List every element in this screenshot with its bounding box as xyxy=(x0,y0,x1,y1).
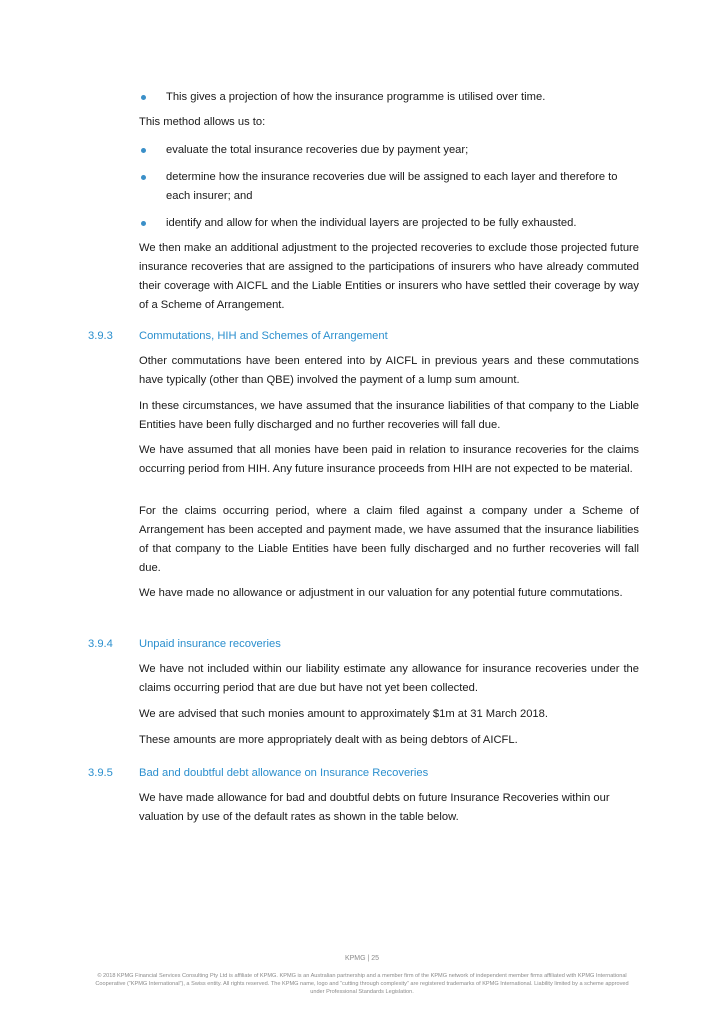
bullet-icon xyxy=(141,95,146,100)
section-number: 3.9.5 xyxy=(88,767,113,779)
paragraph: In these circumstances, we have assumed that the insurance liabilities of that company to the Liable Entities have been fully discharged and no further recoveries will fall due. xyxy=(139,400,639,431)
paragraph: We are advised that such monies amount to approximately $1m at 31 March 2018. xyxy=(139,708,548,720)
paragraph: These amounts are more appropriately dealt with as being debtors of AICFL. xyxy=(139,734,518,746)
section-title: Commutations, HIH and Schemes of Arrangement xyxy=(139,330,388,342)
bullet-icon xyxy=(141,175,146,180)
section-number: 3.9.3 xyxy=(88,330,113,342)
method-intro: This method allows us to: xyxy=(139,116,266,128)
list-item: determine how the insurance recoveries due will be assigned to each layer and therefore to each insurer; and xyxy=(139,168,639,206)
list-item: evaluate the total insurance recoveries due by payment year; xyxy=(139,141,639,160)
paragraph: We have not included within our liability estimate any allowance for insurance recoveries under the claims occurring period that are due but have not yet been collected. xyxy=(139,663,639,694)
bullet-icon xyxy=(141,221,146,226)
paragraph: For the claims occurring period, where a claim filed against a company under a Scheme of Arrangement has been accepted and payment made, we have assumed that the insurance liabilities of that company to the Liable Entities have been fully discharged and no further recoveries will fall due. xyxy=(139,505,639,574)
paragraph: We have made allowance for bad and doubtful debts on future Insurance Recoveries within our valuation by use of the default rates as shown in the table below. xyxy=(139,792,610,823)
adjustment-paragraph: We then make an additional adjustment to the projected recoveries to exclude those projected future insurance recoveries that are assigned to the participations of insurers who have already commuted their coverage with AICFL and the Liable Entities or insurers who have settled their coverage by way of a Scheme of Arrangement. xyxy=(139,242,639,311)
list-item: This gives a projection of how the insurance programme is utilised over time. xyxy=(139,88,639,107)
page-number: KPMG | 25 xyxy=(344,955,380,962)
bullet-icon xyxy=(141,148,146,153)
paragraph: We have assumed that all monies have been paid in relation to insurance recoveries for the claims occurring period from HIH. Any future insurance proceeds from HIH are not expected to be material. xyxy=(139,444,639,475)
paragraph: Other commutations have been entered into by AICFL in previous years and these commutations have typically (other than QBE) involved the payment of a lump sum amount. xyxy=(139,355,639,386)
section-title: Unpaid insurance recoveries xyxy=(139,638,281,650)
section-number: 3.9.4 xyxy=(88,638,113,650)
legal-notice: © 2018 KPMG Financial Services Consulting Pty Ltd is affiliate of KPMG. KPMG is an Australian partnership and a member firm of the KPMG network of independent member firms affiliated with KPMG International Cooperative (“KPMG International”), a Swiss entity. All rights reserved. The KPMG name, logo and “cutting through complexity” are registered trademarks of KPMG International. Liability limited by a scheme approved under Professional Standards Legislation. xyxy=(95,973,629,995)
list-item: identify and allow for when the individual layers are projected to be fully exhausted. xyxy=(139,214,639,233)
section-title: Bad and doubtful debt allowance on Insurance Recoveries xyxy=(139,767,429,779)
paragraph: We have made no allowance or adjustment in our valuation for any potential future commutations. xyxy=(139,587,623,599)
